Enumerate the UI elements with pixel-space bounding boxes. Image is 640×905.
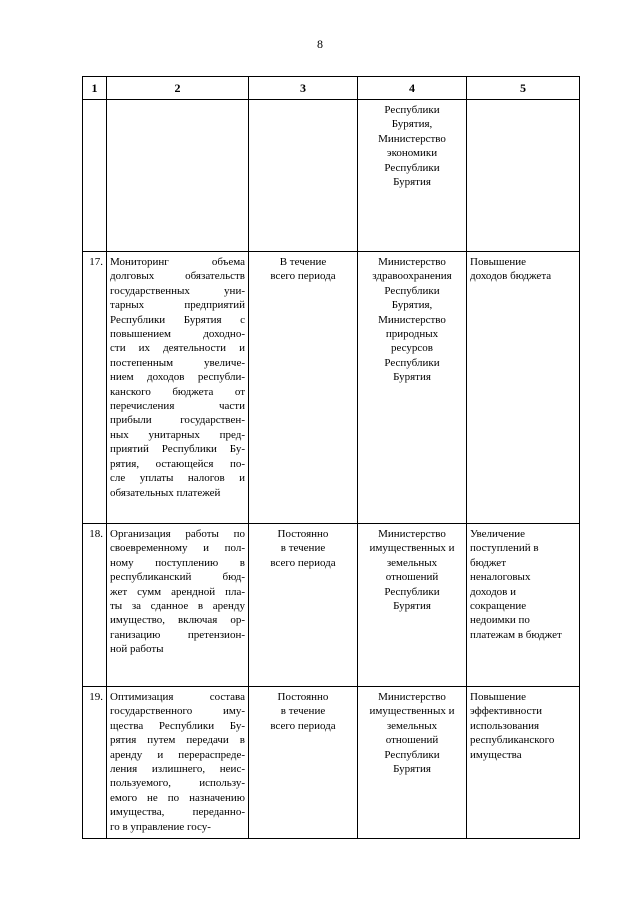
cell-line: го в управление госу-: [110, 820, 211, 833]
cell-line: Бурятия,: [391, 118, 433, 131]
table-row: [83, 524, 580, 687]
cell-line: Министерство: [378, 132, 446, 145]
row-number: 19.: [83, 687, 107, 839]
cell-line: жет сумм арендной пла-: [110, 585, 245, 598]
cell-line: повышением доходно-: [110, 328, 245, 341]
cell-line: имущество, включая ор-: [110, 614, 245, 627]
cell-line: ганизацию претензион-: [110, 628, 245, 641]
cell-line: Республики: [384, 161, 440, 174]
cell-line: доходов бюджета: [470, 270, 552, 283]
cell-line: сти их деятельности и: [110, 342, 245, 355]
cell-line: Мониторинг объема: [110, 256, 245, 268]
cell-line: неналоговых: [470, 571, 531, 584]
measures-table: [82, 76, 580, 839]
cell-line: Бурятия,: [391, 299, 433, 312]
header-col-2: 2: [107, 77, 249, 100]
cell-line: рятия путем передачи в: [110, 734, 245, 747]
measure-cell: [107, 524, 249, 687]
header-col-3: 3: [249, 77, 358, 100]
table-row: [83, 252, 580, 524]
cell-line: Министерство: [378, 313, 446, 326]
cell-line: платежам в бюджет: [470, 628, 562, 641]
header-row: [83, 77, 580, 100]
cell-line: перечисления части: [110, 400, 245, 413]
cell-line: долговых обязательств: [110, 270, 245, 283]
row-number: 17.: [83, 252, 107, 524]
cell-line: отношений: [385, 571, 439, 584]
cell-line: Бурятия: [393, 600, 431, 613]
cell-line: бюджет: [470, 556, 506, 569]
cell-line: сле уплаты налогов и: [110, 472, 245, 485]
term-cell: [249, 100, 358, 252]
cell-line: республиканского: [470, 734, 555, 747]
cell-line: В течение: [279, 256, 327, 268]
cell-line: своевременному и пол-: [110, 542, 245, 555]
cell-line: имущественных и: [369, 705, 455, 718]
cell-line: Постоянно: [277, 691, 329, 703]
table-row: [83, 100, 580, 252]
cell-line: Постоянно: [277, 528, 329, 540]
cell-line: Бурятия: [393, 176, 431, 189]
cell-line: Бурятия: [393, 763, 431, 776]
cell-line: рятия, остающейся по-: [110, 457, 245, 470]
cell-line: обязательных платежей: [110, 486, 221, 499]
cell-line: в течение: [280, 542, 326, 555]
cell-line: всего периода: [270, 556, 336, 569]
cell-line: в течение: [280, 705, 326, 718]
cell-line: имущества, переданно-: [110, 806, 245, 819]
table-row: [83, 687, 580, 839]
cell-line: эффективности: [470, 705, 543, 718]
cell-line: щества Республики Бу-: [110, 719, 245, 732]
cell-line: ной работы: [110, 643, 164, 656]
cell-line: нием доходов республи-: [110, 371, 245, 384]
term-cell: [249, 687, 358, 839]
cell-line: отношений: [385, 734, 439, 747]
cell-line: Увеличение: [470, 528, 526, 540]
cell-line: приятий Республики Бу-: [110, 443, 245, 456]
cell-line: постепенным увеличе-: [110, 356, 245, 369]
measure-cell: [107, 100, 249, 252]
cell-line: Республики: [384, 284, 440, 297]
row-number: 18.: [83, 524, 107, 687]
cell-line: земельных: [386, 556, 438, 569]
cell-line: Республики: [384, 748, 440, 761]
cell-line: земельных: [386, 719, 438, 732]
cell-line: ресурсов: [391, 342, 433, 355]
cell-line: имущества: [470, 748, 522, 761]
cell-line: ты за сданное в аренду: [110, 600, 245, 613]
cell-line: здравоохранения: [372, 270, 452, 283]
cell-line: Республики: [384, 356, 440, 369]
result-cell: [467, 252, 580, 524]
cell-line: Повышение: [470, 691, 527, 703]
cell-line: Республики Бурятия с: [110, 313, 245, 326]
executor-cell: [358, 687, 467, 839]
cell-line: ных унитарных пред-: [110, 428, 245, 441]
cell-line: ления излишнего, неис-: [110, 763, 245, 776]
cell-line: поступлений в: [470, 542, 539, 555]
page-number: 8: [317, 37, 323, 51]
cell-line: имущественных и: [369, 542, 455, 555]
measure-cell: [107, 252, 249, 524]
cell-line: государственных уни-: [110, 284, 245, 297]
row-number: [83, 100, 107, 252]
cell-line: Министерство: [378, 691, 446, 703]
cell-line: канского бюджета от: [110, 385, 245, 398]
result-cell: [467, 100, 580, 252]
cell-line: экономики: [386, 147, 438, 160]
cell-line: природных: [385, 328, 439, 341]
cell-line: пользуемого, использу-: [110, 777, 245, 790]
executor-cell: [358, 524, 467, 687]
cell-line: Повышение: [470, 256, 527, 268]
result-cell: [467, 687, 580, 839]
cell-line: Организация работы по: [110, 528, 245, 540]
header-col-1: 1: [83, 77, 107, 100]
executor-cell: [358, 100, 467, 252]
cell-line: прибыли государствен-: [110, 414, 245, 427]
cell-line: доходов и: [470, 585, 517, 598]
cell-line: всего периода: [270, 719, 336, 732]
cell-line: Бурятия: [393, 371, 431, 384]
cell-line: Республики: [384, 585, 440, 598]
term-cell: [249, 252, 358, 524]
cell-line: емого не по назначению: [110, 791, 245, 804]
term-cell: [249, 524, 358, 687]
result-cell: [467, 524, 580, 687]
cell-line: недоимки по: [470, 614, 530, 627]
cell-line: сокращение: [470, 600, 527, 613]
cell-line: республиканский бюд-: [110, 571, 245, 584]
executor-cell: [358, 252, 467, 524]
cell-line: тарных предприятий: [110, 299, 245, 312]
cell-line: всего периода: [270, 270, 336, 283]
cell-line: использования: [470, 719, 540, 732]
cell-line: ному поступлению в: [110, 556, 245, 569]
cell-line: Республики: [384, 104, 440, 116]
cell-line: государственного иму-: [110, 705, 245, 718]
cell-line: Министерство: [378, 256, 446, 268]
cell-line: аренду и перераспреде-: [110, 748, 245, 761]
measure-cell: [107, 687, 249, 839]
header-col-4: 4: [358, 77, 467, 100]
header-col-5: 5: [467, 77, 580, 100]
cell-line: Оптимизация состава: [110, 691, 245, 703]
cell-line: Министерство: [378, 528, 446, 540]
